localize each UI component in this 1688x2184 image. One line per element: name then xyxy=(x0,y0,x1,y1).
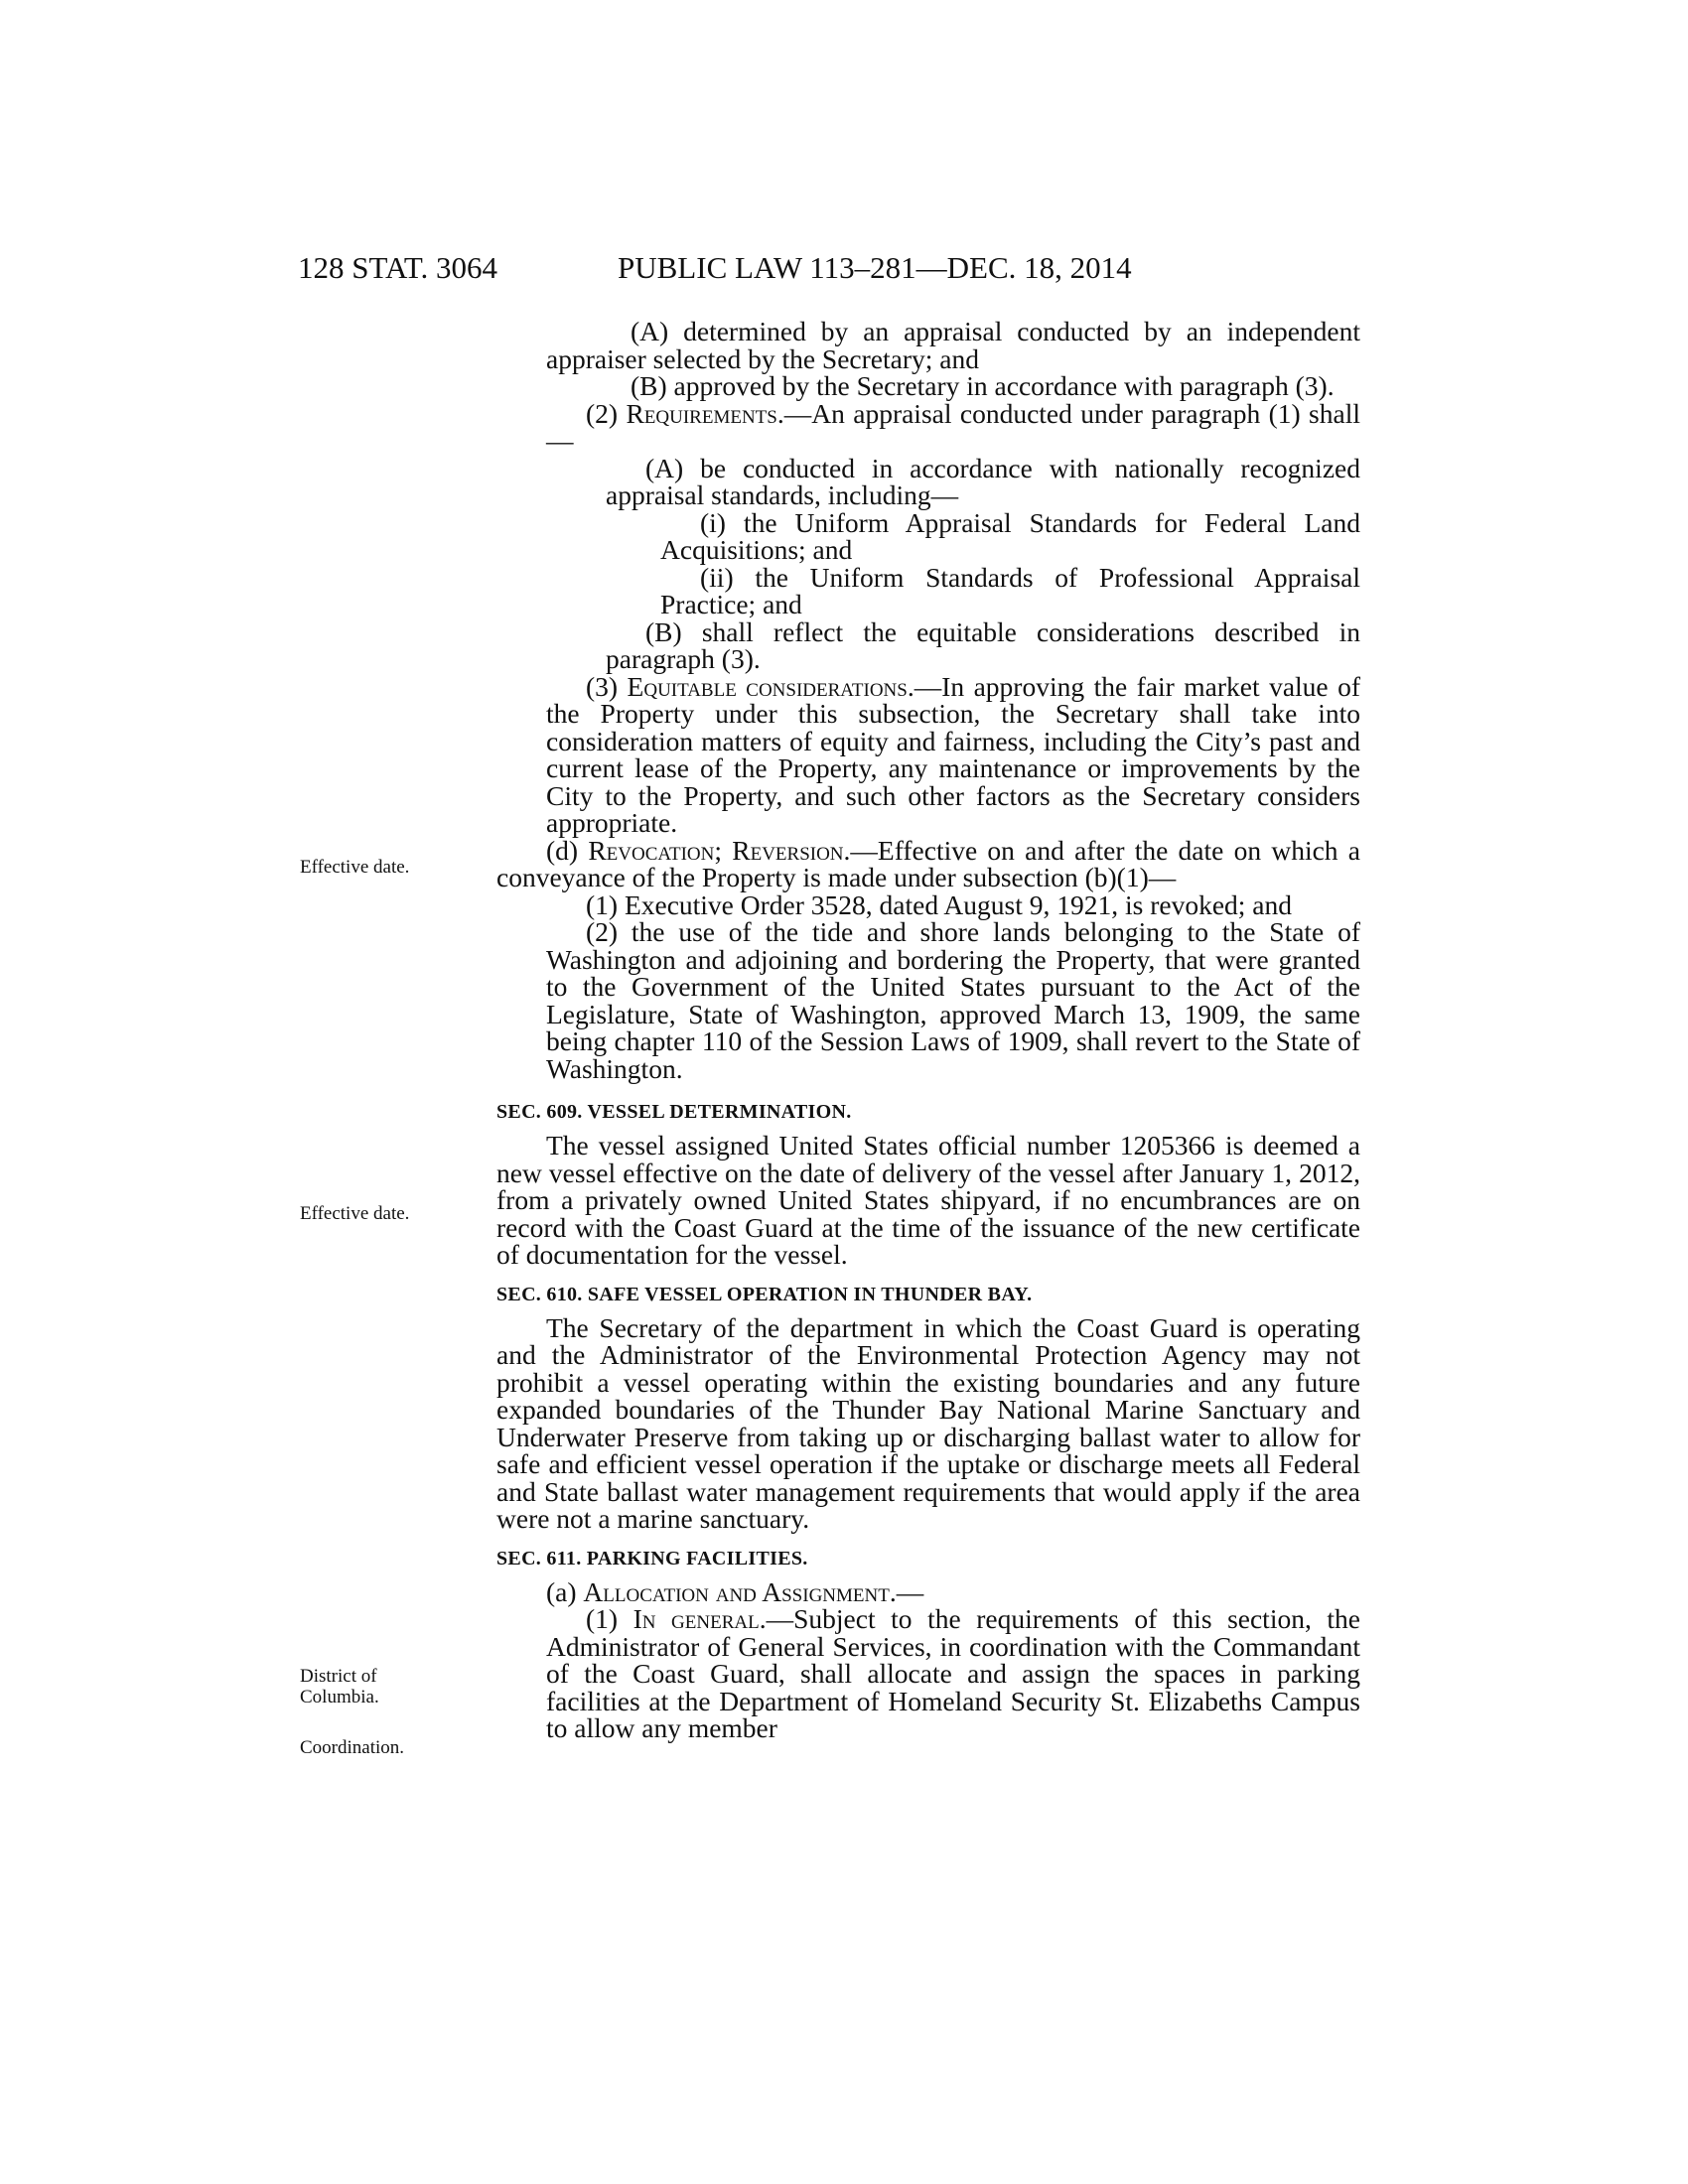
margin-note-effective-date: Effective date. xyxy=(300,1203,410,1224)
margin-note-district-line: Columbia. xyxy=(300,1687,379,1707)
paragraph-requirements-a: (A) be conducted in accordance with nationally recognized appraisal standards, including— xyxy=(606,452,1360,510)
paragraph-heading: Equitable considerations xyxy=(627,670,908,702)
section-609-body: The vessel assigned United States official number 1205366 is deemed a new vessel effective on the date of delivery of the vessel after January 1, 2012, from a privately owned United States shipyard, if no encumbrances are on record with the Coast Guard at the time of the issuance of the new certificate of documentation for the vessel. xyxy=(496,1130,1360,1270)
section-heading-610: SEC. 610. SAFE VESSEL OPERATION IN THUNDER BAY. xyxy=(496,1283,1033,1305)
paragraph-heading: Requirements xyxy=(626,397,777,429)
paragraph-executive-order: (1) Executive Order 3528, dated August 9, 1921, is revoked; and xyxy=(586,888,1293,920)
document-body xyxy=(496,318,1360,1742)
page-header xyxy=(298,248,1360,288)
margin-note-effective-date: Effective date. xyxy=(300,857,410,878)
paragraph-appraisal-a: (A) determined by an appraisal conducted by an independent appraiser selected by the Secretary; and xyxy=(546,316,1360,374)
subsection-heading: Allocation and Assignment xyxy=(583,1575,890,1607)
subsection-allocation: (a) Allocation and Assignment.— xyxy=(546,1575,924,1607)
clause-uniform-appraisal: (i) the Uniform Appraisal Standards for Federal Land Acquisitions; and xyxy=(660,506,1360,565)
paragraph-requirements: (2) Requirements.—An appraisal conducted under paragraph (1) shall— xyxy=(546,397,1360,456)
section-heading-611: SEC. 611. PARKING FACILITIES. xyxy=(496,1547,808,1570)
statute-citation: 128 STAT. 3064 xyxy=(298,250,498,285)
clause-uniform-standards: (ii) the Uniform Standards of Professional Appraisal Practice; and xyxy=(660,561,1360,619)
subsection-revocation: (d) Revocation; Reversion.—Effective on and after the date on which a conveyance of the Property is made under subsection (b)(1)— xyxy=(496,834,1360,892)
paragraph-equitable-considerations: (3) Equitable considerations.—In approving the fair market value of the Property under this subsection, the Secretary shall take into consideration matters of equity and fairness, including the City’s past and current lease of the Property, any maintenance or improvements by the City to the Property, and such other factors as the Secretary considers appropriate. xyxy=(546,670,1360,838)
paragraph-appraisal-b: (B) approved by the Secretary in accordance with paragraph (3). xyxy=(631,370,1335,401)
margin-note-district-of-columbia xyxy=(300,1666,449,1707)
margin-note-coordination: Coordination. xyxy=(300,1737,405,1758)
margin-note-district-line: District of xyxy=(300,1666,377,1687)
public-law-title: PUBLIC LAW 113–281—DEC. 18, 2014 xyxy=(618,250,1132,285)
paragraph-in-general: (1) In general.—Subject to the requirements of this section, the Administrator of General Services, in coordination with the Commandant of the Coast Guard, shall allocate and assign the spaces in parking facilities at the Department of Homeland Security St. Elizabeths Campus to allow any member xyxy=(546,1603,1360,1743)
section-heading-609: SEC. 609. VESSEL DETERMINATION. xyxy=(496,1101,852,1123)
paragraph-tide-shore-lands: (2) the use of the tide and shore lands belonging to the State of Washington and adjoining and bordering the Property, that were granted to the Government of the United States pursuant to the Act of the Legislature, State of Washington, approved March 13, 1909, the same being chapter 110 of the Session Laws of 1909, shall revert to the State of Washington. xyxy=(546,916,1360,1084)
subsection-heading: Revocation; Reversion xyxy=(588,834,844,866)
paragraph-heading: In general xyxy=(633,1603,760,1634)
paragraph-requirements-b: (B) shall reflect the equitable considerations described in paragraph (3). xyxy=(606,615,1360,674)
section-610-body: The Secretary of the department in which the Coast Guard is operating and the Administrator of the Environmental Protection Agency may not prohibit a vessel operating within the existing boundaries and any future expanded boundaries of the Thunder Bay National Marine Sanctuary and Underwater Preserve from taking up or discharging ballast water to allow for safe and efficient vessel operation if the uptake or discharge meets all Federal and State ballast water management requirements that would apply if the area were not a marine sanctuary. xyxy=(496,1311,1360,1534)
